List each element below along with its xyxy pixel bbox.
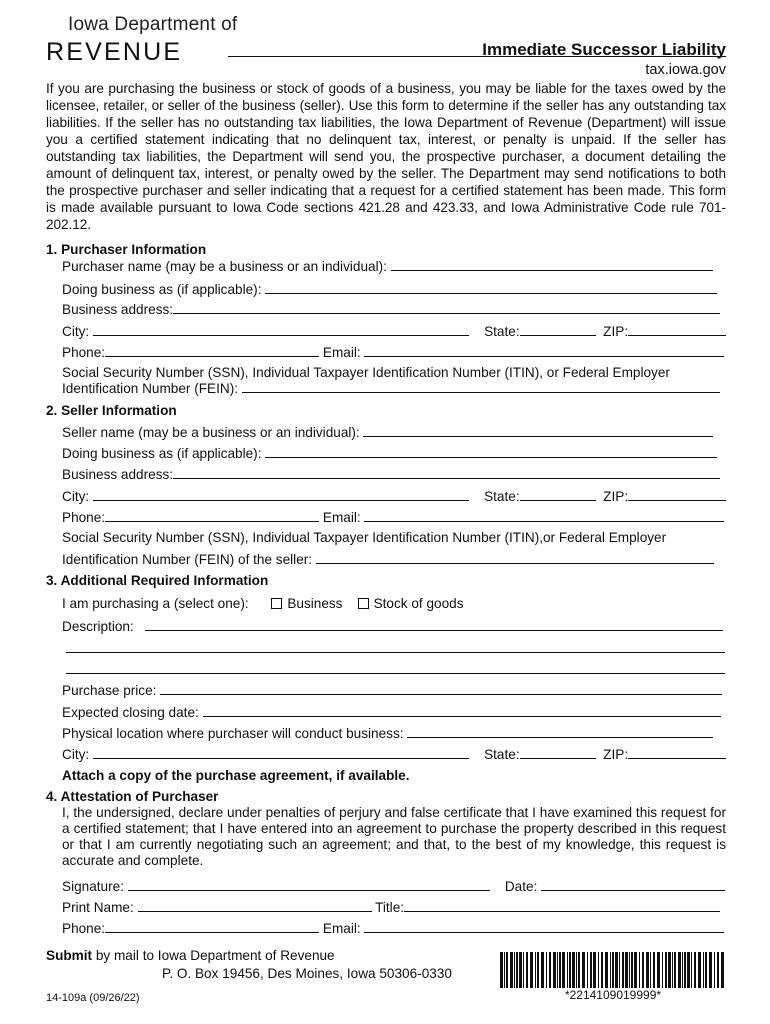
- purchaser-dba-row: [62, 281, 717, 297]
- signature-label: Signature:: [62, 879, 124, 894]
- barcode-bar: [610, 952, 611, 988]
- form-code: 14-109a (09/26/22): [46, 992, 140, 1004]
- purchasing-label: I am purchasing a (select one):: [62, 596, 249, 611]
- purchaser-state-label: State:: [484, 324, 520, 339]
- purchaser-fein-field[interactable]: [242, 380, 720, 393]
- stock-option-label: Stock of goods: [373, 596, 464, 611]
- barcode-bar: [629, 952, 630, 988]
- seller-state-label: State:: [484, 489, 520, 504]
- barcode-bar: [694, 952, 696, 988]
- submit-text: by mail to Iowa Department of Revenue: [92, 948, 335, 963]
- purchaser-fein-label: Identification Number (FEIN):: [62, 381, 239, 396]
- barcode-bar: [682, 952, 683, 988]
- print-name-label: Print Name:: [62, 900, 134, 915]
- seller-dba-label: Doing business as (if applicable):: [62, 446, 262, 461]
- barcode-bar: [642, 952, 644, 988]
- attestation-text: I, the undersigned, declare under penalties of perjury and false certificate that I have examined this request for a certified statement; that I have entered into an agreement to purchase the property described in this request or that I am currently negotiating such an agreement; and that, to the best of my knowledge, this request is accurate and complete.: [62, 805, 726, 868]
- seller-zip-field[interactable]: [628, 488, 726, 501]
- purchaser-phone-label: Phone:: [62, 345, 106, 360]
- purchaser-dba-field[interactable]: [265, 281, 717, 294]
- barcode-bar: [691, 952, 692, 988]
- barcode-bar: [530, 952, 533, 988]
- barcode-bar: [684, 952, 686, 988]
- price-field[interactable]: [160, 682, 722, 695]
- section-purchaser-heading: 1. Purchaser Information: [46, 242, 207, 257]
- barcode-bar: [569, 952, 571, 988]
- purchaser-name-row: [62, 258, 713, 274]
- barcode-text: *2214109019999*: [564, 988, 662, 1002]
- purchaser-city-field[interactable]: [93, 323, 469, 336]
- purchaser-address-row: [62, 301, 720, 317]
- business-checkbox[interactable]: [271, 598, 282, 609]
- barcode-bar: [678, 952, 681, 988]
- barcode-bar: [657, 952, 660, 988]
- closing-field[interactable]: [203, 704, 721, 717]
- description-line-3: [66, 661, 725, 677]
- barcode-bar: [526, 952, 528, 988]
- purchaser-address-field[interactable]: [173, 301, 720, 314]
- barcode-bar: [576, 952, 577, 988]
- seller-ssn-text: Social Security Number (SSN), Individual Taxpayer Identification Number (ITIN),or Federal Employer: [62, 530, 667, 545]
- barcode-bar: [687, 952, 690, 988]
- barcode-bar: [634, 952, 637, 988]
- barcode-bar: [625, 952, 628, 988]
- location-city-row: [62, 746, 726, 762]
- description-line-2: [66, 640, 725, 656]
- seller-phone-field[interactable]: [105, 509, 319, 522]
- location-city-label: City:: [62, 747, 90, 762]
- location-state-label: State:: [484, 747, 520, 762]
- barcode-bar: [557, 952, 558, 988]
- print-name-field[interactable]: [138, 899, 372, 912]
- barcode-bar: [546, 952, 547, 988]
- purchaser-city-label: City:: [62, 324, 90, 339]
- stock-checkbox[interactable]: [358, 598, 369, 609]
- signature-field[interactable]: [128, 878, 490, 891]
- submit-line: [46, 948, 335, 963]
- seller-address-label: Business address:: [62, 467, 174, 482]
- seller-email-field[interactable]: [364, 509, 724, 522]
- seller-address-row: [62, 466, 720, 482]
- intro-paragraph: If you are purchasing the business or stock of goods of a business, you may be liable for the taxes owed by the licensee, retailer, or seller of the business (seller). Use this form to determine if the seller has any outstanding tax liabilities. If the seller has no outstanding tax liabilities, the Iowa Department of Revenue (Department) will issue you a certified statement indicating that no delinquent tax, interest, or penalty is unpaid. If the seller has outstanding tax liabilities, the Department will send you, the prospective purchaser, a document detailing the amount of delinquent tax, interest, or penalty owed by the seller. The Department may send notifications to both the prospective purchaser and seller indicating that a request for a certified statement has been made. This form is made available pursuant to Iowa Code sections 421.28 and 423.33, and Iowa Administrative Code rule 701-202.12.: [46, 81, 726, 232]
- section-additional-heading: 3. Additional Required Information: [46, 573, 269, 588]
- location-zip-field[interactable]: [628, 746, 726, 759]
- barcode-bar: [605, 952, 608, 988]
- price-row: [62, 682, 722, 698]
- seller-dba-row: [62, 445, 717, 461]
- seller-name-row: [62, 424, 713, 440]
- date-label: Date:: [504, 879, 538, 894]
- seller-contact-row: [62, 509, 724, 525]
- barcode-bar: [523, 952, 524, 988]
- barcode-bar: [559, 952, 561, 988]
- barcode-bar: [593, 952, 596, 988]
- barcode-bar: [662, 952, 663, 988]
- section-seller-heading: 2. Seller Information: [46, 403, 177, 418]
- purchaser-ssn-text: Social Security Number (SSN), Individual Taxpayer Identification Number (ITIN), or Federal Employer: [62, 365, 670, 380]
- description-label: Description:: [62, 619, 134, 634]
- agency-logo-text: revenue: [46, 27, 183, 68]
- barcode-bar: [504, 952, 505, 988]
- purchaser-address-label: Business address:: [62, 302, 174, 317]
- barcode-bar: [631, 952, 633, 988]
- barcode-bar: [646, 952, 649, 988]
- description-field-3[interactable]: [66, 661, 725, 674]
- location-state-field[interactable]: [520, 746, 596, 759]
- seller-dba-field[interactable]: [265, 445, 717, 458]
- barcode-bar: [516, 952, 518, 988]
- seller-city-field[interactable]: [93, 488, 469, 501]
- barcode-bar: [598, 952, 599, 988]
- barcode-bar: [714, 952, 715, 988]
- barcode-bar: [717, 952, 719, 988]
- seller-city-label: City:: [62, 489, 90, 504]
- purchaser-phone-field[interactable]: [105, 344, 319, 357]
- location-city-field[interactable]: [93, 746, 469, 759]
- seller-fein-label: Identification Number (FEIN) of the seller:: [62, 552, 313, 567]
- location-field[interactable]: [407, 725, 713, 738]
- attest-email-field[interactable]: [364, 920, 724, 933]
- barcode-bar: [650, 952, 651, 988]
- barcode-bar: [698, 952, 701, 988]
- barcode-bar: [653, 952, 655, 988]
- barcode-bar: [562, 952, 565, 988]
- mailing-address: P. O. Box 19456, Des Moines, Iowa 50306-0330: [162, 966, 452, 981]
- attach-note: Attach a copy of the purchase agreement, if available.: [62, 768, 410, 783]
- location-label: Physical location where purchaser will conduct business:: [62, 726, 404, 741]
- barcode-bar: [639, 952, 640, 988]
- closing-row: [62, 704, 721, 720]
- purchaser-name-label: Purchaser name (may be a business or an individual):: [62, 259, 387, 274]
- barcode-bar: [703, 952, 704, 988]
- barcode: [500, 952, 726, 988]
- purchaser-contact-row: [62, 344, 724, 360]
- seller-city-row: [62, 488, 726, 504]
- barcode-bar: [500, 952, 503, 988]
- barcode-bar: [615, 952, 618, 988]
- attest-phone-label: Phone:: [62, 921, 106, 936]
- barcode-bar: [506, 952, 508, 988]
- barcode-bar: [601, 952, 603, 988]
- closing-label: Expected closing date:: [62, 705, 199, 720]
- print-name-row: [62, 899, 720, 915]
- section-attestation-heading: 4. Attestation of Purchaser: [46, 789, 219, 804]
- location-zip-label: ZIP:: [603, 747, 629, 762]
- agency-logo-main: [46, 27, 183, 68]
- seller-fein-row: [62, 551, 714, 567]
- location-row: [62, 725, 713, 741]
- barcode-bar: [549, 952, 551, 988]
- barcode-bar: [674, 952, 676, 988]
- title-label: Title:: [375, 900, 405, 915]
- barcode-bar: [510, 952, 513, 988]
- barcode-bar: [572, 952, 575, 988]
- barcode-bar: [619, 952, 620, 988]
- purchaser-name-field[interactable]: [391, 258, 713, 271]
- barcode-bar: [567, 952, 568, 988]
- purchaser-zip-label: ZIP:: [603, 324, 629, 339]
- barcode-bar: [668, 952, 671, 988]
- barcode-bar: [514, 952, 515, 988]
- purchaser-zip-field[interactable]: [628, 323, 726, 336]
- barcode-bar: [537, 952, 539, 988]
- barcode-bar: [705, 952, 707, 988]
- barcode-bar: [590, 952, 592, 988]
- purchaser-city-row: [62, 323, 726, 339]
- barcode-bar: [709, 952, 712, 988]
- date-field[interactable]: [541, 878, 725, 891]
- attest-email-label: Email:: [322, 921, 361, 936]
- barcode-bar: [519, 952, 522, 988]
- seller-name-label: Seller name (may be a business or an individual):: [62, 425, 360, 440]
- seller-state-field[interactable]: [520, 488, 596, 501]
- purchaser-email-label: Email:: [322, 345, 361, 360]
- website: tax.iowa.gov: [645, 62, 726, 78]
- seller-name-field[interactable]: [363, 424, 713, 437]
- purchaser-state-field[interactable]: [520, 323, 596, 336]
- barcode-bar: [535, 952, 536, 988]
- seller-email-label: Email:: [322, 510, 361, 525]
- barcode-bar: [541, 952, 544, 988]
- seller-phone-label: Phone:: [62, 510, 106, 525]
- agency-logo-top: Iowa Department of: [68, 14, 238, 35]
- barcode-bar: [672, 952, 673, 988]
- purchaser-dba-label: Doing business as (if applicable):: [62, 282, 262, 297]
- barcode-bar: [721, 952, 724, 988]
- barcode-bar: [587, 952, 588, 988]
- signature-row: [62, 878, 725, 894]
- purchasing-row: [62, 596, 464, 611]
- attest-contact-row: [62, 920, 724, 936]
- barcode-bar: [622, 952, 624, 988]
- seller-zip-label: ZIP:: [603, 489, 629, 504]
- attest-phone-field[interactable]: [105, 920, 319, 933]
- title-field[interactable]: [404, 899, 720, 912]
- barcode-bar: [582, 952, 585, 988]
- business-option-label: Business: [287, 596, 343, 611]
- price-label: Purchase price:: [62, 683, 157, 698]
- form-title: Immediate Successor Liability: [482, 40, 726, 59]
- purchaser-email-field[interactable]: [364, 344, 724, 357]
- submit-bold: Submit: [46, 948, 93, 963]
- description-field-1[interactable]: [145, 618, 723, 631]
- barcode-bar: [665, 952, 667, 988]
- seller-fein-field[interactable]: [316, 551, 714, 564]
- description-field-2[interactable]: [66, 640, 725, 653]
- barcode-bar: [612, 952, 614, 988]
- description-row: [62, 618, 723, 634]
- purchaser-fein-row: [62, 380, 720, 396]
- seller-address-field[interactable]: [173, 466, 720, 479]
- barcode-bar: [578, 952, 580, 988]
- barcode-bar: [553, 952, 556, 988]
